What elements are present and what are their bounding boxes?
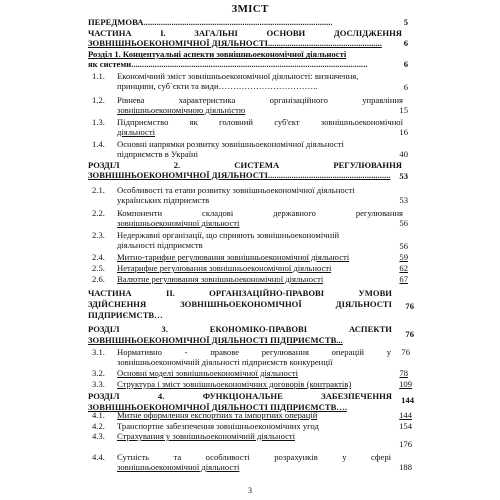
item-title-line1: Економічний зміст зовнішньоекономічної діяльності: визначення,: [117, 72, 359, 81]
toc-item-3-1[interactable]: [117, 348, 391, 367]
toc-item-3-2[interactable]: [117, 369, 408, 379]
part1-line2: ЗОВНІШНЬОЕКОНОМІЧНОЇ ДІЯЛЬНОСТІ: [88, 38, 268, 48]
toc-section-4[interactable]: [88, 391, 392, 413]
item-page: 109: [399, 380, 412, 389]
item-page: 154: [399, 422, 412, 431]
toc-item-1-3[interactable]: [117, 118, 403, 137]
item-title-line1: Валютне регулювання зовнішньоекономічної діяльності: [117, 275, 324, 284]
toc-part2[interactable]: [88, 288, 392, 321]
sec3-line1: РОЗДІЛ 3. ЕКОНОМІКО-ПРАВОВІ АСПЕКТИ: [88, 324, 392, 334]
toc-preface[interactable]: [88, 18, 408, 28]
item-number: 4.1.: [92, 410, 105, 420]
item-page: 76: [401, 347, 410, 357]
item-page: 56: [399, 218, 408, 228]
toc-item-2-3[interactable]: [117, 231, 403, 250]
item-title-line1: Структура і зміст зовнішньоекономічних договорів (контрактів): [117, 380, 352, 389]
toc-item-3-3[interactable]: [117, 380, 412, 390]
item-number: 3.2.: [92, 368, 105, 378]
page-number: 3: [248, 486, 252, 495]
item-title-line1: Сутність та особливості розрахунків у сфері: [117, 453, 391, 462]
item-title-line2: діяльності: [117, 127, 155, 137]
item-title-line1: Особливості та етапи розвитку зовнішньоекономічної діяльності: [117, 186, 355, 195]
sec1-line2: як системи: [88, 59, 132, 69]
part2-line3: ПІДПРИЄМСТВ: [88, 310, 155, 320]
item-page: 59: [399, 253, 408, 262]
preface-dots: ........................................................................................: [143, 18, 333, 27]
item-title-line2: зовнішньоекономічній діяльності підприємств конкуренції: [117, 357, 333, 367]
item-title-line2: зовнішньоекономічної діяльності: [117, 462, 240, 472]
item-number: 2.3.: [92, 230, 105, 240]
item-page: 40: [399, 149, 408, 159]
preface-page: 5: [403, 18, 408, 27]
item-title-line1: Компоненти складові державного регулювання: [117, 209, 403, 218]
item-page: 67: [399, 275, 408, 284]
toc-item-4-1[interactable]: [117, 411, 412, 421]
part2-line1: ЧАСТИНА ІІ. ОРГАНІЗАЦІЙНО-ПРАВОВІ УМОВИ: [88, 288, 392, 298]
item-number: 1.4.: [92, 139, 105, 149]
part2-line2: ЗДІЙСНЕННЯ ЗОВНІШНЬОЕКОНОМІЧНОЇ ДІЯЛЬНОСТІ: [88, 299, 392, 309]
sec1-page: 6: [403, 59, 408, 69]
toc-section-3[interactable]: [88, 324, 392, 346]
item-page: 62: [399, 264, 408, 273]
item-page: 53: [399, 195, 408, 205]
part1-dots: .....................................................: [268, 38, 382, 48]
sec3-line2: ЗОВНІШНЬОЕКОНОМІЧНОЇ ДІЯЛЬНОСТІ ПІДПРИЄМСТВ...: [88, 335, 343, 345]
sec4-line1: РОЗДІЛ 4. ФУНКЦІОНАЛЬНЕ ЗАБЕЗПЕЧЕННЯ: [88, 391, 392, 401]
item-title-line2: підприємств в Україні: [117, 149, 198, 159]
item-title-line1: Рівнева характеристика організаційного управління: [117, 96, 403, 105]
item-number: 2.4.: [92, 252, 105, 262]
sec3-page: 76: [405, 329, 414, 339]
toc-item-2-5[interactable]: [117, 264, 408, 274]
item-number: 2.6.: [92, 274, 105, 284]
toc-item-1-4[interactable]: [117, 140, 403, 159]
toc-item-2-6[interactable]: [117, 275, 408, 285]
toc-item-4-3[interactable]: [117, 432, 397, 442]
part2-page: 76: [405, 301, 414, 311]
item-number: 3.1.: [92, 347, 105, 357]
part1-line1: ЧАСТИНА І. ЗАГАЛЬНІ ОСНОВИ ДОСЛІДЖЕННЯ: [88, 29, 402, 38]
preface-label: ПЕРЕДМОВА: [88, 18, 144, 27]
toc-part1[interactable]: [88, 29, 402, 48]
item-title-line2: зовнішньоекономічною діяльністю: [117, 105, 246, 115]
item-page: 176: [399, 439, 412, 449]
sec2-line1: РОЗДІЛ 2. СИСТЕМА РЕГУЛЮВАННЯ: [88, 161, 402, 170]
toc-item-1-2[interactable]: [117, 96, 403, 115]
item-title-line1: Недержавні організації, що сприяють зовнішньоекономічній: [117, 231, 340, 240]
item-page: 6: [403, 82, 408, 92]
item-page: 16: [399, 127, 408, 137]
toc-item-4-4[interactable]: [117, 453, 391, 472]
item-title-line2: діяльності підприємств: [117, 240, 203, 250]
item-title-line1: Нетарифне регулювання зовнішньоекономічної діяльності: [117, 264, 332, 273]
toc-item-2-2[interactable]: [117, 209, 403, 228]
item-page: 56: [399, 241, 408, 251]
toc-item-4-2[interactable]: [117, 422, 412, 432]
item-title-line1: Основні напрямки розвитку зовнішньоекономічної діяльності: [117, 140, 344, 149]
item-title-line1: Митно-тарифне регулювання зовнішньоекономічної діяльності: [117, 253, 350, 262]
toc-item-2-1[interactable]: [117, 186, 403, 205]
toc-section-2[interactable]: [88, 161, 402, 180]
item-number: 2.2.: [92, 208, 105, 218]
toc-item-1-1[interactable]: [117, 72, 403, 91]
item-page: 188: [399, 462, 412, 472]
sec4-line2: ЗОВНІШНЬОЕКОНОМІЧНОЇ ДІЯЛЬНОСТІ ПІДПРИЄМСТВ….: [88, 402, 348, 412]
item-number: 2.1.: [92, 185, 105, 195]
part1-page: 6: [403, 38, 408, 48]
item-title-line1: Транспортне забезпечення зовнішньоекономічних угод: [117, 422, 319, 431]
item-page: 144: [399, 411, 412, 420]
item-title-line1: Митне оформлення експортних та імпортних операцій: [117, 411, 318, 420]
sec2-page: 53: [399, 171, 408, 181]
page-title: ЗМІСТ: [231, 3, 269, 15]
item-number: 1.1.: [92, 71, 105, 81]
item-title-line1: Страхування у зовнішньоекономічній діяльності: [117, 432, 296, 441]
item-number: 1.2.: [92, 95, 105, 105]
item-number: 3.3.: [92, 379, 105, 389]
sec1-line1: Розділ 1. Концептуальні аспекти зовнішньоекономічної діяльності: [88, 50, 347, 59]
item-title-line1: Підприємство як головний суб'єкт зовнішньоекономічної: [117, 118, 403, 127]
part2-dots: …: [154, 310, 163, 320]
item-number: 1.3.: [92, 117, 105, 127]
item-title-line1: Основні моделі зовнішньоекономічної діяльності: [117, 369, 298, 378]
item-number: 4.3.: [92, 431, 105, 441]
sec2-dots: .........................................................: [268, 170, 391, 180]
toc-section-1[interactable]: [88, 50, 402, 69]
item-number: 2.5.: [92, 263, 105, 273]
item-page: 78: [399, 369, 408, 378]
toc-item-2-4[interactable]: [117, 253, 408, 263]
item-title-line1: Нормативно - правове регулювання операцій у: [117, 348, 391, 357]
item-number: 4.4.: [92, 452, 105, 462]
item-number: 4.2.: [92, 421, 105, 431]
sec2-line2: ЗОВНІШНЬОЕКОНОМІЧНОЇ ДІЯЛЬНОСТІ: [88, 170, 268, 180]
item-title-line2: українських підприємств: [117, 195, 210, 205]
item-title-line2: зовнішньоекономічної діяльності: [117, 218, 240, 228]
sec4-page: 144: [401, 395, 414, 405]
item-page: 15: [399, 105, 408, 115]
sec1-dots: ..............................................................................................................: [131, 59, 368, 69]
item-title-line2: принципи, суб`єкти та види……………………………..: [117, 81, 318, 91]
